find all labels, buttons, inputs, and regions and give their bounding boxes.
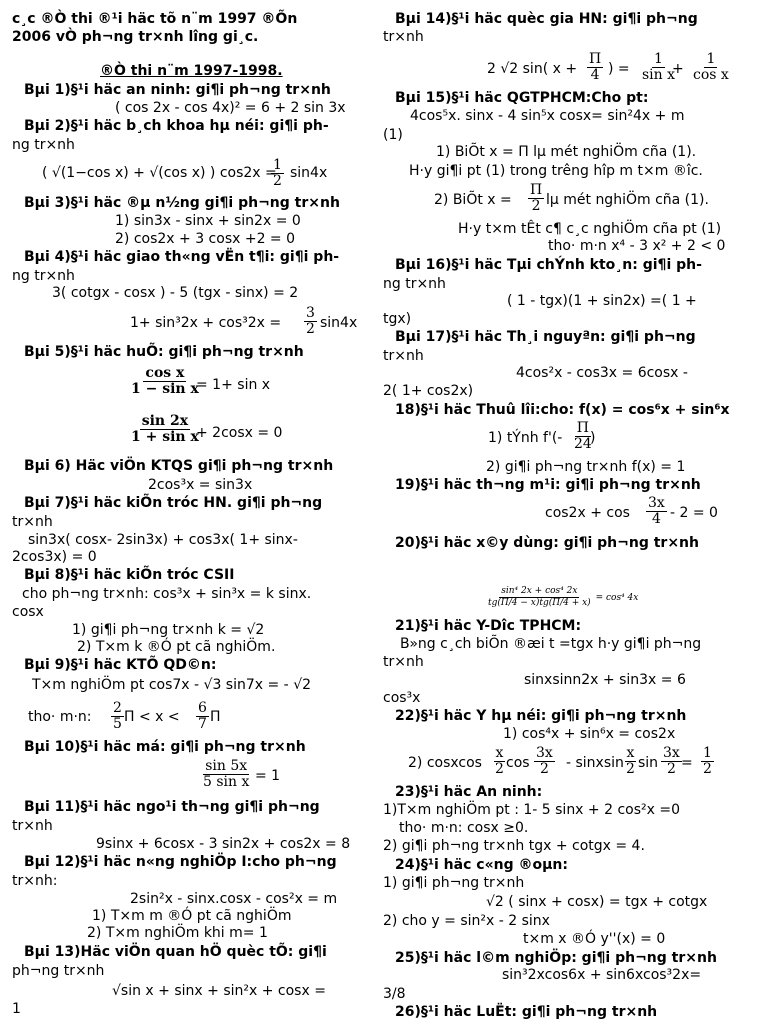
- left-text-line: = 1: [255, 768, 281, 784]
- left-text-line: sin4x: [320, 315, 358, 331]
- right-text-line: Bµi 15)§¹i häc QGTPHCM:Cho pt:: [395, 90, 649, 106]
- fraction-numerator: sin 5x: [205, 758, 248, 774]
- fraction-numerator: Π: [589, 51, 602, 67]
- right-text-line: +: [672, 61, 684, 77]
- right-text-line: sin: [638, 755, 659, 771]
- fraction: [493, 746, 506, 777]
- right-text-line: cos³x: [383, 690, 421, 706]
- right-text-line: cos2x + cos: [545, 505, 630, 521]
- fraction-denominator: 2: [531, 198, 541, 214]
- left-text-line: Bµi 7)§¹i häc kiÕn tróc HN. gi¶i ph¬ng: [24, 495, 323, 511]
- right-text-line: - sinxsin: [566, 755, 624, 771]
- right-text-line: sin³2xcos6x + sin6xcos³2x=: [502, 967, 702, 983]
- right-text-line: 1) gi¶i ph¬ng tr×nh: [383, 875, 525, 891]
- fraction-numerator: sin 2x: [141, 413, 189, 429]
- right-text-line: 2) BiÕt x =: [434, 192, 512, 208]
- fraction-numerator: cos x: [145, 365, 185, 381]
- right-text-line: Bµi 16)§¹i häc Tµi chÝnh kto¸n: gi¶i ph-: [395, 257, 702, 273]
- left-text-line: 2) T×m nghiÖm khi m= 1: [87, 925, 268, 941]
- left-text-line: T×m nghiÖm pt cos7x - √3 sin7x = - √2: [32, 677, 312, 693]
- left-text-line: ( cos 2x - cos 4x)² = 6 + 2 sin 3x: [115, 100, 346, 116]
- fraction-denominator: 2: [306, 321, 315, 337]
- fraction: [196, 701, 209, 732]
- left-text-line: Bµi 13)Häc viÖn quan hÖ quèc tÕ: gi¶i: [24, 944, 327, 960]
- right-text-line: Bµi 14)§¹i häc quèc gia HN: gi¶i ph¬ng: [395, 11, 698, 27]
- right-text-line: 2) gi¶i ph¬ng tr×nh f(x) = 1: [486, 459, 686, 475]
- left-text-line: = 1+ sin x: [196, 377, 271, 393]
- fraction-denominator: 7: [198, 716, 207, 732]
- fraction-numerator: Π: [530, 182, 543, 198]
- left-text-line: Π < x <: [124, 709, 180, 725]
- left-text-line: sin4x: [290, 165, 328, 181]
- left-text-line: tr×nh: [12, 514, 53, 530]
- right-text-line: 4cos²x - cos3x = 6cosx -: [516, 365, 688, 381]
- fraction: [572, 421, 594, 452]
- left-text-line: cosx: [12, 604, 44, 620]
- fraction-numerator: 1: [273, 157, 282, 173]
- right-text-line: 1) BiÕt x = Π lµ mét nghiÖm cña (1).: [436, 144, 697, 160]
- right-text-line: √2 ( sinx + cosx) = tgx + cotgx: [486, 894, 708, 910]
- fraction-numerator: 1: [703, 745, 712, 761]
- fraction: [129, 366, 201, 397]
- right-text-line: 2) cho y = sin²x - 2 sinx: [383, 913, 550, 929]
- fraction-denominator: cos x: [693, 67, 729, 83]
- left-text-line: cho ph¬ng tr×nh: cos³x + sin³x = k sinx.: [22, 586, 312, 602]
- fraction-numerator: 1: [654, 51, 663, 67]
- fraction-numerator: 3: [306, 305, 315, 321]
- right-text-line: Bµi 17)§¹i häc Th¸i nguyªn: gi¶i ph¬ng: [395, 329, 696, 345]
- right-text-line: H·y t×m tÊt c¶ c¸c nghiÖm cña pt (1): [458, 221, 722, 237]
- fraction-denominator: 2: [666, 761, 676, 777]
- right-text-line: 2) cosxcos: [408, 755, 482, 771]
- right-text-line: - 2 = 0: [670, 505, 718, 521]
- fraction-denominator: 1 + sin x: [131, 429, 199, 445]
- left-text-line: ph¬ng tr×nh: [12, 963, 105, 979]
- fraction: [640, 52, 677, 83]
- right-text-line: 2) gi¶i ph¬ng tr×nh tgx + cotgx = 4.: [383, 838, 645, 854]
- left-text-line: tr×nh: [12, 818, 53, 834]
- fraction: [624, 746, 637, 777]
- fraction-denominator: 4: [651, 511, 661, 527]
- right-text-line: 2( 1+ cos2x): [383, 383, 474, 399]
- left-text-line: √sin x + sinx + sin²x + cosx =: [112, 983, 326, 999]
- fraction-numerator: Π: [576, 420, 590, 436]
- fraction-denominator: 2: [273, 173, 282, 189]
- right-text-line: 20)§¹i häc x©y dùng: gi¶i ph¬ng tr×nh: [395, 535, 699, 551]
- left-text-line: c¸c ®Ò thi ®¹i häc tõ n¨m 1997 ®Õn: [12, 11, 298, 27]
- right-text-line: ( 1 - tgx)(1 + sin2x) =( 1 +: [507, 293, 697, 309]
- right-text-line: t×m x ®Ó y''(x) = 0: [523, 931, 666, 947]
- formula-20-denominator: tg(Π/4 − x)tg(Π/4 + x): [488, 598, 591, 608]
- right-text-line: 1) cos⁴x + sin⁶x = cos2x: [503, 726, 676, 742]
- fraction-numerator: 3x: [663, 745, 680, 761]
- left-text-line: 1) sin3x - sinx + sin2x = 0: [115, 213, 301, 229]
- formula-20-numerator: sin⁴ 2x + cos⁴ 2x: [501, 586, 578, 596]
- left-text-line: 1) gi¶i ph¬ng tr×nh k = √2: [72, 622, 265, 638]
- left-text-line: 2) cos2x + 3 cosx +2 = 0: [115, 231, 296, 247]
- left-text-line: ng tr×nh: [12, 268, 75, 284]
- fraction: [534, 746, 555, 777]
- right-text-line: =: [681, 755, 693, 771]
- right-text-line: tr×nh: [383, 29, 424, 45]
- right-text-line: sinxsinn2x + sin3x = 6: [524, 672, 686, 688]
- right-text-line: H·y gi¶i pt (1) trong trêng hîp m t×m ®îc.: [409, 163, 703, 179]
- fraction: [528, 183, 544, 214]
- fraction-numerator: 3x: [648, 495, 665, 511]
- left-text-line: ®Ò thi n¨m 1997-1998.: [100, 63, 283, 79]
- left-text-line: 1) T×m m ®Ó pt cã nghiÖm: [92, 908, 292, 924]
- right-text-line: tr×nh: [383, 348, 424, 364]
- left-text-line: 3( cotgx - cosx ) - 5 (tgx - sinx) = 2: [52, 285, 299, 301]
- right-text-line: B»ng c¸ch biÕn ®æi t =tgx h·y gi¶i ph¬ng: [400, 636, 702, 652]
- left-text-line: Π: [210, 709, 221, 725]
- right-text-line: 25)§¹i häc l©m nghiÖp: gi¶i ph¬ng tr×nh: [395, 950, 717, 966]
- right-text-line: 1)T×m nghiÖm pt : 1- 5 sinx + 2 cos²x =0: [383, 802, 681, 818]
- right-text-line: ng tr×nh: [383, 276, 446, 292]
- right-text-line: (1): [383, 127, 403, 143]
- left-text-line: 9sinx + 6cosx - 3 sin2x + cos2x = 8: [96, 836, 351, 852]
- fraction-numerator: 2: [113, 700, 122, 716]
- right-text-line: lµ mét nghiÖm cña (1).: [546, 192, 709, 208]
- right-text-line: 19)§¹i häc th¬ng m¹i: gi¶i ph¬ng tr×nh: [395, 477, 701, 493]
- left-text-line: 2) T×m k ®Ó pt cã nghiÖm.: [77, 639, 276, 655]
- left-text-line: Bµi 8)§¹i häc kiÕn tróc CSII: [24, 567, 235, 583]
- fraction: [587, 52, 603, 83]
- right-text-line: 2 √2 sin( x +: [487, 61, 578, 77]
- right-text-line: tho· m·n x⁴ - 3 x² + 2 < 0: [548, 238, 726, 254]
- right-text-line: tgx): [383, 311, 412, 327]
- right-text-line: 18)§¹i häc Thuû lîi:cho: f(x) = cos⁶x + sin⁶x: [395, 402, 730, 418]
- left-text-line: Bµi 9)§¹i häc KTÕ QD©n:: [24, 657, 217, 673]
- left-text-line: Bµi 6) Häc viÖn KTQS gi¶i ph¬ng tr×nh: [24, 458, 334, 474]
- fraction-denominator: 5: [113, 716, 122, 732]
- formula-20-rhs: = cos⁴ 4x: [595, 593, 639, 603]
- left-text-line: 1: [12, 1001, 21, 1017]
- fraction: [304, 306, 317, 337]
- right-text-line: 24)§¹i häc c«ng ®oµn:: [395, 857, 568, 873]
- left-text-line: Bµi 10)§¹i häc má: gi¶i ph¬ng tr×nh: [24, 739, 306, 755]
- left-text-line: ( √(1−cos x) + √(cos x) ) cos2x =: [42, 165, 277, 181]
- left-text-line: 2cos3x) = 0: [12, 549, 97, 565]
- left-text-line: Bµi 2)§¹i häc b¸ch khoa hµ néi: gi¶i ph-: [24, 118, 329, 134]
- left-text-line: Bµi 5)§¹i häc huÕ: gi¶i ph¬ng tr×nh: [24, 344, 304, 360]
- right-text-line: 22)§¹i häc Y hµ néi: gi¶i ph¬ng tr×nh: [395, 708, 687, 724]
- fraction: [271, 158, 284, 189]
- right-text-line: 4cos⁵x. sinx - 4 sin⁵x cosx= sin²4x + m: [410, 108, 685, 124]
- fraction-denominator: 24: [574, 436, 592, 452]
- left-text-line: ng tr×nh: [12, 137, 75, 153]
- left-text-line: sin3x( cosx- 2sin3x) + cos3x( 1+ sinx-: [28, 532, 298, 548]
- left-text-line: 2cos³x = sin3x: [148, 477, 253, 493]
- fraction-denominator: 2: [626, 761, 635, 777]
- left-text-line: Bµi 12)§¹i häc n«ng nghiÖp I:cho ph¬ng: [24, 854, 337, 870]
- left-text-line: + 2cosx = 0: [196, 425, 283, 441]
- right-text-line: cos: [506, 755, 530, 771]
- fraction: [129, 414, 201, 445]
- fraction-numerator: x: [495, 745, 504, 761]
- fraction-denominator: 2: [539, 761, 549, 777]
- fraction-numerator: 3x: [536, 745, 553, 761]
- left-text-line: Bµi 3)§¹i häc ®µ n½ng gi¶i ph¬ng tr×nh: [24, 195, 340, 211]
- fraction-denominator: 2: [703, 761, 712, 777]
- right-text-line: ): [590, 430, 596, 446]
- right-text-line: 21)§¹i häc Y-Dîc TPHCM:: [395, 618, 582, 634]
- fraction-denominator: 2: [495, 761, 504, 777]
- fraction: [661, 746, 682, 777]
- right-text-line: 23)§¹i häc An ninh:: [395, 784, 543, 800]
- left-text-line: Bµi 4)§¹i häc giao th«ng vËn t¶i: gi¶i ph-: [24, 249, 340, 265]
- fraction-numerator: 6: [198, 700, 207, 716]
- fraction-denominator: 5 sin x: [203, 774, 250, 790]
- fraction-denominator: 1 − sin x: [131, 381, 199, 397]
- left-text-line: 2006 vÒ ph¬ng tr×nh lîng gi¸c.: [12, 29, 259, 45]
- left-text-line: 1+ sin³2x + cos³2x =: [130, 315, 282, 331]
- right-text-line: tr×nh: [383, 654, 424, 670]
- fraction: [646, 496, 667, 527]
- fraction: [201, 759, 251, 790]
- right-text-line: 26)§¹i häc LuËt: gi¶i ph¬ng tr×nh: [395, 1004, 658, 1020]
- left-text-line: Bµi 1)§¹i häc an ninh: gi¶i ph¬ng tr×nh: [24, 82, 331, 98]
- fraction: [111, 701, 124, 732]
- formula-20: [486, 586, 638, 609]
- fraction-numerator: 1: [706, 51, 716, 67]
- right-text-line: 3/8: [383, 986, 406, 1002]
- left-text-line: Bµi 11)§¹i häc ngo¹i th¬ng gi¶i ph¬ng: [24, 799, 320, 815]
- right-text-line: tho· m·n: cosx ≥0.: [399, 820, 529, 836]
- fraction-denominator: 4: [590, 67, 600, 83]
- left-text-line: tho· m·n:: [28, 709, 92, 725]
- fraction-numerator: x: [626, 745, 635, 761]
- left-text-line: 2sin²x - sinx.cosx - cos²x = m: [130, 891, 338, 907]
- right-text-line: ) =: [608, 61, 630, 77]
- right-text-line: 1) tÝnh f'(-: [488, 430, 563, 446]
- fraction: [701, 746, 714, 777]
- fraction-denominator: sin x: [642, 67, 676, 83]
- left-text-line: tr×nh:: [12, 873, 58, 889]
- fraction: [691, 52, 731, 83]
